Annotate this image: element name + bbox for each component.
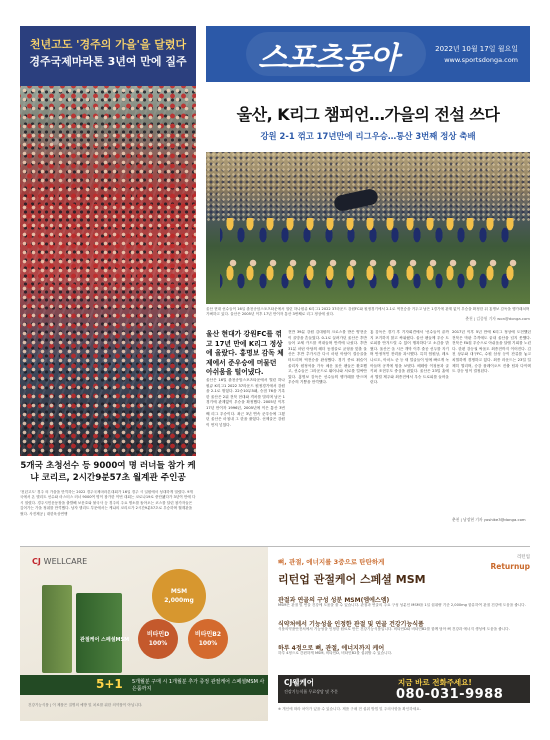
vitamin-b2-label: 비타민B2	[194, 631, 222, 638]
left-headline-line-2: 경주국제마라톤 3년여 만에 질주	[29, 55, 187, 68]
product-box-label: 관절케어 스페셜MSM	[80, 637, 130, 643]
returnup-text: Returnup	[490, 562, 530, 571]
article-byline: 춘천 | 남장현 기자 yoshike3@donga.com	[452, 517, 526, 522]
cta-brand	[284, 678, 338, 696]
cta-slogan: 지금 바로 전화주세요!	[398, 678, 472, 687]
order-phone-number[interactable]: 080-031-9988	[396, 687, 504, 702]
sportsdonga-logo: 스포츠동아	[258, 41, 398, 76]
runner-crowd	[20, 86, 196, 456]
article-column-3: 홍 감독은 경기 후 기자회견에서 '선수들이 끝까지 포기하지 않고 싸워줬다. 울산 팬들께 우승 트로피를 안겨드릴 수 있어 행복하다'고 소감을 밝혔다. 울산은 올 시즌 개막 이후 줄곧 선두를 지키며 안정적인 전력을 과시했다. 특히 엄원상, 레오나르도, 아마노 준 등 새 얼굴들이 팀에 빠르게 녹아들며 공격에 힘을 보탰다. 베테랑 이청용과 골키퍼 조현우도 중심을 잡았다. 울산은 23일 홈에서 열릴 제주와 최종전에서 우승 트로피를 들어올린다.	[370, 330, 449, 385]
vitamin-b2-badge	[188, 619, 228, 659]
article-column-2: 전반 39분 강원 김대원의 크로스를 받은 양현준이 골망을 흔들었다. 0-1로 끌려가던 울산은 후반 들어 교체 카드를 꺼내들며 반격에 나섰다. 후반 31분 마틴 아담의 헤더 동점골로 균형을 맞춘 울산은 후반 추가시간 다시 마틴 아담이 결승골을 터트리며 역전승을 완성했다. 경기 종료 휘슬이 울리자 원정석을 가득 메운 울산 팬들은 환호했고, 선수들은 그라운드로 뛰어나와 서로를 얼싸안았다. 홍명보 감독은 선수들의 헹가래를 받으며 우승의 기쁨을 만끽했다.	[288, 330, 367, 385]
photo-caption: 울산 현대 선수들이 16일 춘천송암스포츠타운에서 열린 하나원큐 K리그1 2022 37라운드 강원FC와 원정경기에서 2-1로 역전승을 거두고 남은 1경기에 관계 없이 우승을 확정한 뒤 홍명보 감독을 헹가래치며 기뻐하고 있다. 울산은 2005년 이후 17년 만이자 통산 3번째로 리그 정상에 섰다.	[206, 307, 530, 316]
cta-brand-name: CJ웰케어	[284, 678, 315, 687]
cj-logo-text: CJ	[32, 557, 41, 566]
main-subhead: 강원 2-1 꺾고 17년만에 리그우승…통산 3번째 정상 축배	[260, 131, 476, 141]
ad-section-2-title: 식약처에서 기능성을 인정한 관절 및 연골 건강기능식품	[278, 621, 424, 628]
vitamin-b2-pct: 100%	[198, 640, 218, 647]
marathon-photo	[20, 86, 196, 456]
vitamin-d-badge	[138, 619, 178, 659]
masthead	[206, 26, 530, 82]
call-to-action-bar	[278, 675, 530, 703]
returnup-korean: 리턴업	[516, 555, 530, 560]
product-box-front	[76, 593, 122, 673]
article-column-4: 2017년 이후 5년 만에 K리그 정상에 도전했던 전북은 막판 추격에도 끝내 울산을 넘지 못했다. 전북은 FA컵 우승으로 아쉬움을 달랠 기회를 노린다. 한편 강등권 싸움도 최종전까지 이어진다. 김천 상무와 대구FC, 수원 삼성 등이 잔류를 놓고 치열하게 경쟁하고 있다. 최종 라운드는 23일 일제히 열리며, 승강 플레이오프 진출 팀과 다이렉트 강등 팀이 결정된다.	[452, 330, 531, 374]
promo-text: 5개월분 구매 시 1개월분 추가 증정 관절케어 스페셜MSM 사은품까지	[132, 679, 265, 692]
advertisement	[20, 546, 530, 720]
ad-section-1-body: MSM은 관절 및 연골 건강에 도움을 줄 수 있습니다. 관절과 연골의 주요 구성 성분인 MSM을 1일 섭취량 기준 2,000mg 함유하여 관절 건강에 도움을 줍니다.	[278, 603, 526, 607]
product-box-back	[42, 585, 72, 673]
article-lead: 울산 현대가 강원FC를 꺾고 17년 만에 K리그 정상에 올랐다. 홍명보 감독 체제에서 준우승에 머물던 아쉬움을 털어냈다.	[206, 330, 284, 377]
promo-offer: 5+1	[96, 677, 123, 691]
ad-section-3-title: 하루 4정으로 뼈, 관절, 에너지까지 케어	[278, 645, 385, 652]
main-headline: 울산, K리그 챔피언…가을의 전설 쓰다	[236, 105, 500, 124]
article-column-1: 울산은 16일 춘천송암스포츠타운에서 열린 하나원큐 K리그1 2022 37라운드 원정경기에서 강원을 2-1로 꺾었다. 22승10무5패, 승점 76을 기록한 울산은 2위 전북 현대와 격차를 벌리며 남은 1경기에 관계없이 우승을 확정했다. 2005년 이후 17년 만이자 1996년, 2005년에 이은 통산 3번째 리그 우승이다. 최근 3년 연속 준우승에 그쳤던 울산은 마침내 그 한을 풀었다. 선제골은 강원이 먼저 넣었다.	[206, 378, 285, 427]
site-url[interactable]: www.sportsdonga.com	[444, 56, 518, 64]
returnup-logo	[490, 553, 530, 571]
msm-dose: 2,000mg	[164, 597, 194, 604]
photo-credit: 춘천 | 김종원 기자 won@donga.com	[465, 316, 530, 321]
ad-section-1-title: 관절과 연골의 구성 성분 MSM(엠에스엠)	[278, 597, 390, 604]
msm-badge	[152, 569, 206, 623]
ad-product-panel	[20, 547, 268, 721]
ad-disclaimer-right: ※ 개인에 따라 차이가 있을 수 있습니다. 제품 구매 전 섭취 방법 및 주의사항을 확인하세요.	[278, 707, 421, 711]
left-caption: '천년고도' 경주 의 가을을 만끽하는 2022 경주국제마라톤대회가 16일 경주 시 일원에서 성대하게 열렸다. 9개국에서 온 엘리트 선수와 마스터스 러너 9000여 명이 참가한 이번 대회는 코로나19로 중단됐다가 3년여 만에 다시 열렸다. 경주시민운동장을 출발해 보문호와 불국사 등 경주의 주요 명소를 돌아오는 코스를 달린 참가자들은 깊어가는 가을 정취를 만끽했다. 남자 엘리트 부문에서는 케냐의 코리르가 2시간9분57초로 우승하며 월계관을 썼다. 사진제공 | 대한육상연맹	[20, 490, 196, 516]
cj-wellcare-logo	[32, 557, 87, 566]
ad-section-3-body: 하루 4정으로 간편하게 MSM, 비타민D, 비타민B2를 섭취할 수 있습니다.	[278, 651, 393, 655]
stadium-stands	[206, 152, 530, 222]
ad-disclaimer-left: 건강기능식품 | 이 제품은 질병의 예방 및 치료를 위한 의약품이 아닙니다.	[28, 703, 143, 707]
celebration-photo	[206, 152, 530, 304]
cta-brand-tag: 건강기능식품 무료상담 및 주문	[284, 689, 339, 694]
msm-label: MSM	[170, 588, 188, 595]
ad-tagline: 뼈, 관절, 에너지를 3중으로 탄탄하게	[278, 558, 385, 566]
issue-date: 2022년 10월 17일 월요일	[435, 45, 518, 53]
left-headline	[20, 26, 196, 86]
left-subhead: 5개국 초청선수 등 9000여 명 러너들 참가 케냐 코리르, 2시간9분57초 월계관 주인공	[20, 461, 196, 483]
team-players	[220, 218, 520, 298]
vitamin-d-label: 비타민D	[146, 631, 170, 638]
ad-text-panel	[278, 547, 530, 721]
ad-title: 리턴업 관절케어 스페셜 MSM	[278, 573, 426, 586]
vitamin-d-pct: 100%	[148, 640, 168, 647]
left-headline-line-1: 천년고도 '경주의 가을'을 달렸다	[29, 38, 187, 51]
ad-section-2-body: 식품의약품안전처에서 기능성을 인정한 원료로 만든 건강기능식품입니다. 비타민D와 비타민B2를 함께 담아 뼈 건강과 에너지 생성에 도움을 줍니다.	[278, 627, 510, 631]
wellcare-text: WELLCARE	[43, 557, 88, 566]
promo-bar	[20, 675, 268, 695]
